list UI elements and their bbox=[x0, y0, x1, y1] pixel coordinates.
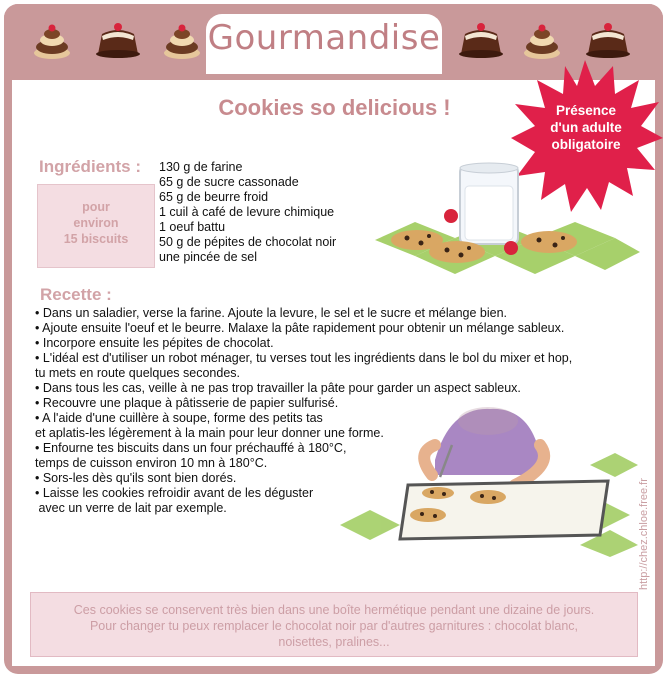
recette-line: • Ajoute ensuite l'oeuf et le beurre. Malaxe la pâte rapidement pour obtenir un mélange sableux. bbox=[35, 321, 565, 335]
chocolate-cake-icon bbox=[455, 20, 507, 60]
ingredient-item: 1 oeuf battu bbox=[159, 220, 226, 234]
ingredient-item: 65 g de sucre cassonade bbox=[159, 175, 299, 189]
recette-line: temps de cuisson environ 10 mn à 180°C. bbox=[35, 456, 268, 470]
pastry-icon bbox=[160, 20, 204, 60]
ingredient-item: une pincée de sel bbox=[159, 250, 257, 264]
recette-line: • Incorpore ensuite les pépites de chocolat. bbox=[35, 336, 274, 350]
recette-line: • A l'aide d'une cuillère à soupe, forme des petits tas bbox=[35, 411, 323, 425]
chocolate-cake-icon bbox=[92, 20, 144, 60]
recette-line: • L'idéal est d'utiliser un robot ménager, tu verses tout les ingrédients dans le bol du mixer et hop, bbox=[35, 351, 573, 365]
badge-line: obligatoire bbox=[551, 137, 621, 152]
milk-and-cookies-illustration bbox=[355, 160, 645, 280]
footer-line: Pour changer tu peux remplacer le chocolat noir par d'autres garnitures : chocolat blanc, bbox=[89, 619, 579, 633]
recipe-title: Cookies so delicious ! bbox=[218, 95, 451, 120]
footer-line: noisettes, pralines... bbox=[278, 635, 390, 649]
ingredient-item: 50 g de pépites de chocolat noir bbox=[159, 235, 337, 249]
pastry-icon bbox=[520, 20, 564, 60]
recette-line: • Enfourne tes biscuits dans un four préchauffé à 180°C, bbox=[35, 441, 347, 455]
ingredients-heading: Ingrédients : bbox=[39, 157, 142, 176]
recette-line: avec un verre de lait par exemple. bbox=[35, 501, 227, 515]
footer-note bbox=[30, 602, 638, 650]
servings-line: environ bbox=[73, 216, 119, 230]
servings-line: 15 biscuits bbox=[63, 232, 129, 246]
ingredients-list bbox=[159, 160, 336, 265]
adult-presence-badge bbox=[530, 102, 642, 153]
footer-line: Ces cookies se conservent très bien dans une boîte hermétique pendant une dizaine de jours. bbox=[73, 603, 595, 617]
recette-line: • Recouvre une plaque à pâtisserie de papier sulfurisé. bbox=[35, 396, 339, 410]
recette-line: tu mets en route quelques secondes. bbox=[35, 366, 240, 380]
badge-line: d'un adulte bbox=[550, 120, 622, 135]
site-url[interactable]: http://chez.chloe.free.fr bbox=[638, 478, 650, 590]
chocolate-cake-icon bbox=[582, 20, 634, 60]
recette-line: • Dans tous les cas, veille à ne pas trop travailler la pâte pour garder un aspect sableux. bbox=[35, 381, 521, 395]
ingredient-item: 65 g de beurre froid bbox=[159, 190, 269, 204]
recette-line: et aplatis-les légèrement à la main pour leur donner une forme. bbox=[35, 426, 384, 440]
baking-sheet-illustration bbox=[340, 405, 640, 560]
recette-line: • Sors-les dès qu'ils sont bien dorés. bbox=[35, 471, 237, 485]
site-title: Gourmandise bbox=[207, 18, 441, 58]
servings-line: pour bbox=[82, 200, 110, 214]
ingredient-item: 130 g de farine bbox=[159, 160, 243, 174]
pastry-icon bbox=[30, 20, 74, 60]
recette-line: • Laisse les cookies refroidir avant de les déguster bbox=[35, 486, 314, 500]
badge-line: Présence bbox=[555, 103, 617, 118]
servings-box bbox=[37, 184, 155, 268]
ingredient-item: 1 cuil à café de levure chimique bbox=[159, 205, 335, 219]
recette-line: • Dans un saladier, verse la farine. Ajoute la levure, le sel et le sucre et mélange bien. bbox=[35, 306, 508, 320]
recette-heading: Recette : bbox=[40, 285, 112, 304]
